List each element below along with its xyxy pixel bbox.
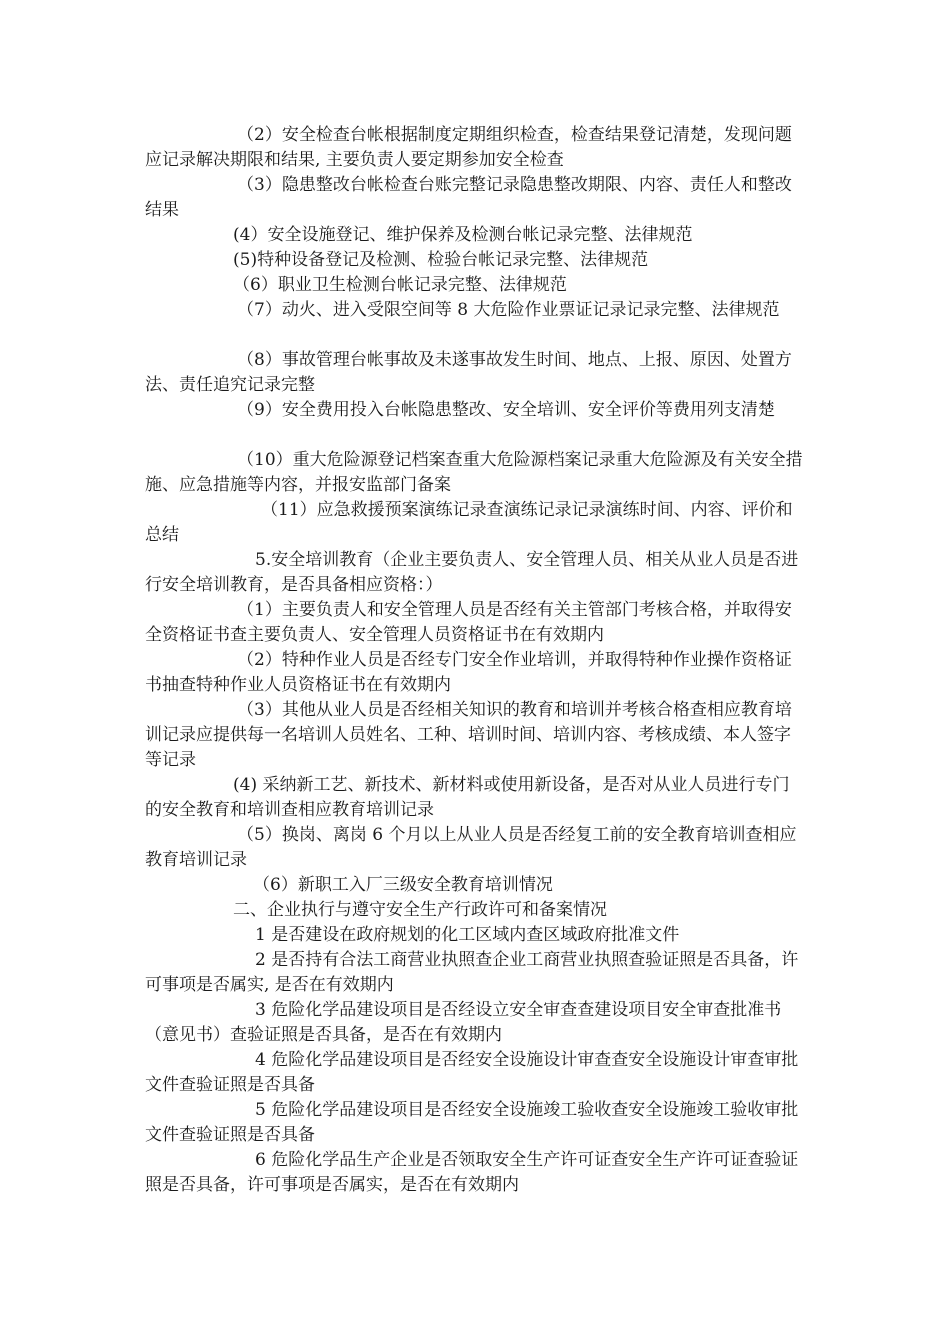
training-item-6: （6）新职工入厂三级安全教育培训情况 [253, 875, 553, 895]
training-item-5: （5）换岗、离岗 6 个月以上从业人员是否经复工前的安全教育培训查相应教育培训记录 [145, 825, 797, 870]
paragraph-item-10: （10）重大危险源登记档案查重大危险源档案记录重大危险源及有关安全措施、应急措施等内容，并报安监部门备案 [145, 450, 803, 495]
paragraph-item-5: (5)特种设备登记及检测、检验台帐记录完整、法律规范 [233, 250, 649, 270]
paragraph-item-4: (4）安全设施登记、维护保养及检测台帐记录完整、法律规范 [233, 225, 693, 245]
license-item-4: 4 危险化学品建设项目是否经安全设施设计审查查安全设施设计审查审批文件查验证照是否具备 [145, 1050, 799, 1095]
paragraph-item-8: （8）事故管理台帐事故及未遂事故发生时间、地点、上报、原因、处置方法、责任追究记录完整 [145, 350, 792, 395]
training-item-2: （2）特种作业人员是否经专门安全作业培训，并取得特种作业操作资格证书抽查特种作业人员资格证书在有效期内 [145, 650, 792, 695]
license-item-1: 1 是否建设在政府规划的化工区域内查区域政府批准文件 [255, 925, 680, 945]
paragraph-item-2: （2）安全检查台帐根据制度定期组织检查，检查结果登记清楚，发现问题应记录解决期限和结果, 主要负责人要定期参加安全检查 [145, 125, 792, 170]
paragraph-item-6: （6）职业卫生检测台帐记录完整、法律规范 [233, 275, 567, 295]
section-5-heading: 5.安全培训教育（企业主要负责人、安全管理人员、相关从业人员是否进行安全培训教育，是否具备相应资格：） [145, 550, 799, 595]
license-item-2: 2 是否持有合法工商营业执照查企业工商营业执照查验证照是否具备，许可事项是否属实, 是否在有效期内 [145, 950, 799, 995]
license-item-6: 6 危险化学品生产企业是否领取安全生产许可证查安全生产许可证查验证照是否具备，许可事项是否属实，是否在有效期内 [145, 1150, 799, 1195]
paragraph-item-11: （11）应急救援预案演练记录查演练记录记录演练时间、内容、评价和总结 [145, 500, 793, 545]
paragraph-item-7: （7）动火、进入受限空间等 8 大危险作业票证记录记录完整、法律规范 [237, 300, 780, 320]
training-item-1: （1）主要负责人和安全管理人员是否经有关主管部门考核合格，并取得安全资格证书查主要负责人、安全管理人员资格证书在有效期内 [145, 600, 792, 645]
section-2-heading: 二、企业执行与遵守安全生产行政许可和备案情况 [233, 900, 607, 920]
paragraph-item-9: （9）安全费用投入台帐隐患整改、安全培训、安全评价等费用列支清楚 [237, 400, 775, 420]
license-item-5: 5 危险化学品建设项目是否经安全设施竣工验收查安全设施竣工验收审批文件查验证照是否具备 [145, 1100, 799, 1145]
paragraph-item-3: （3）隐患整改台帐检查台账完整记录隐患整改期限、内容、责任人和整改结果 [145, 175, 792, 220]
license-item-3: 3 危险化学品建设项目是否经设立安全审查查建设项目安全审查批准书（意见书）查验证照是否具备，是否在有效期内 [145, 1000, 782, 1045]
training-item-3: （3）其他从业人员是否经相关知识的教育和培训并考核合格查相应教育培训记录应提供每一名培训人员姓名、工种、培训时间、培训内容、考核成绩、本人签字等记录 [145, 700, 792, 770]
training-item-4: (4) 采纳新工艺、新技术、新材料或使用新设备，是否对从业人员进行专门的安全教育和培训查相应教育培训记录 [145, 775, 790, 820]
